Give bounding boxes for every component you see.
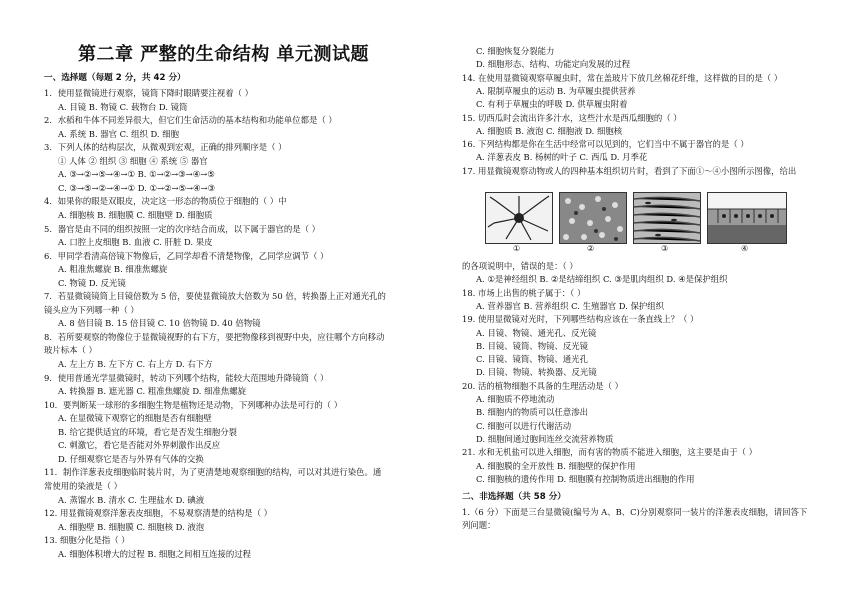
answer-option-line: B. 给它提供适宜的环境，看它是否发生细胞分裂 (58, 426, 237, 437)
answer-option-line: A. 限制草履虫的运动 B. 为草履虫提供营养 (476, 85, 636, 96)
question-text-line: 的各项说明中，错误的是：（ ） (462, 261, 578, 271)
figure-3-label: ③ (661, 244, 669, 253)
question-text-line: 19. 使用显微镜对光时，下列哪些结构应该在一条直线上？（ ） (462, 314, 699, 325)
answer-option-line: A. 转换器 B. 遮光器 C. 粗准焦螺旋 D. 细准焦螺旋 (58, 386, 247, 397)
answer-option-line: A. 在显微镜下观察它的细胞是否有细胞壁 (58, 413, 212, 424)
answer-option-line: A. 细胞壁 B. 细胞膜 C. 细胞核 D. 液泡 (58, 521, 205, 532)
page-title: 第二章 严整的生命结构 单元测试题 (78, 44, 370, 65)
question-text-line: 21. 水和无机盐可以进入细胞，而有害的物质不能进入细胞，这主要是由于（ ） (462, 447, 758, 458)
question-text-line: 18. 市场上出售的桃子属于：（ ） (462, 287, 586, 298)
answer-option-line: C. ③→⑤→②→④→① D. ①→②→⑤→④→③ (58, 182, 216, 193)
question-text-line: 14. 在使用显微镜观察草履虫时，常在盖玻片下放几丝棉花纤维，这样做的目的是（ ） (462, 72, 783, 83)
question-text-line: 常使用的染液是（ ） (44, 480, 123, 491)
answer-option-line: C. 刺激它，看它是否能对外界刺激作出反应 (58, 440, 221, 451)
answer-option-line: B. 细胞内的物质可以任意渗出 (476, 407, 588, 418)
answer-option-line: A. ③→②→⑤→④→① B. ①→②→③→④→⑤ (58, 169, 215, 180)
answer-option-line: C. 有利于草履虫的呼吸 D. 供草履虫附着 (476, 99, 628, 110)
answer-option-line: A. 系统 B. 器官 C. 组织 D. 细胞 (58, 128, 180, 139)
answer-option-line: A. 8 倍目镜 B. 15 倍目镜 C. 10 倍物镜 D. 40 倍物镜 (58, 318, 261, 329)
answer-option-line: A. 细胞核 B. 细胞膜 C. 细胞壁 D. 细胞质 (58, 209, 213, 220)
answer-option-line: B. 目镜、镜筒、物镜、反光镜 (476, 340, 588, 351)
question-text-line: 4．如果你的眼是双眼皮，决定这一形态的物质位于细胞的（ ）中 (44, 196, 287, 207)
tissue-figures (485, 192, 790, 252)
figure-4-epithelial-tissue (707, 192, 787, 244)
question-text-line: 13. 细胞分化是指（ ） (44, 535, 130, 546)
question-text-line: 9．使用普通光学显微镜时，转动下列哪个结构，能较大范围地升降镜筒（ ） (44, 372, 329, 383)
question-text-line: 8．若所要观察的物像位于显微镜视野的右下方，要把物像移到视野中央，应往哪个方向移动 (44, 331, 385, 342)
answer-option-line: C. 物镜 D. 反光镜 (58, 277, 126, 288)
figure-2-connective-tissue (559, 192, 627, 244)
answer-option-line: D. 仔细观察它是否与外界有气体的交换 (58, 453, 204, 464)
answer-option-line: D. 目镜、物镜、转换器、反光镜 (476, 367, 597, 378)
figure-1-label: ① (513, 244, 521, 253)
answer-option-line: ① 人体 ② 组织 ③ 细胞 ④ 系统 ⑤ 器官 (58, 155, 208, 166)
answer-option-line: A. 粗准焦螺旋 B. 细准焦螺旋 (58, 264, 168, 275)
figure-4-label: ④ (741, 244, 749, 253)
answer-option-line: C. 细胞恢复分裂能力 (476, 46, 555, 56)
figure-3-muscle-tissue (633, 192, 701, 244)
answer-option-line: C. 细胞核的遗传作用 D. 细胞膜有控制物质进出细胞的作用 (476, 473, 695, 484)
question-text-line: 3．下列人体的结构层次，从微观到宏观，正确的排列顺序是（ ） (44, 142, 287, 153)
answer-option-line: A. 细胞体积增大的过程 B. 细胞之间相互连接的过程 (58, 548, 252, 559)
question-text-line: 20. 活的植物细胞不具备的生理活动是（ ） (462, 380, 624, 391)
question-text-line: 11．制作洋葱表皮细胞临时装片时，为了更清楚地观察细胞的结构，可以对其进行染色。通 (44, 467, 382, 478)
question-text-line: 1.（6 分）下面是三台显微镜(编号为 A、B、C)分别观察同一装片的洋葱表皮细胞，请回答下 (462, 507, 808, 517)
answer-option-line: A. 细胞膜的全开放性 B. 细胞壁的保护作用 (476, 460, 636, 471)
answer-option-line: A. 洋葱表皮 B. 杨树的叶子 C. 西瓜 D. 月季花 (476, 152, 648, 163)
answer-option-line: A. 细胞质不停地流动 (476, 394, 555, 404)
question-text-line: 10．要判断某一球形的多细胞生物是植物还是动物，下列哪种办法是可行的（ ） (44, 399, 343, 410)
figure-1-nerve-tissue (485, 192, 553, 244)
question-text-line: 15. 切西瓜时会流出许多汁水，这些汁水是西瓜细胞的（ ） (462, 112, 682, 123)
answer-option-line: A. 目镜 B. 物镜 C. 载物台 D. 镜筒 (58, 101, 188, 112)
question-text-line: 16. 下列结构都是你在生活中经常可以见到的，它们当中不属于器官的是（ ） (462, 139, 749, 150)
question-text-line: 7．若显微镜镜筒上目镜倍数为 5 倍，要使显微镜放大倍数为 50 倍，转换器上正对通光孔的 (44, 291, 386, 302)
question-text-line: 2．水稻和牛体不同差异很大，但它们生命活动的基本结构和功能单位都是（ ） (44, 115, 337, 126)
answer-option-line: C. 目镜、镜筒、物镜、通光孔 (476, 354, 588, 365)
question-text-line: 镜头应为下列哪一种（ ） (44, 304, 139, 315)
answer-option-line: A. 蒸馏水 B. 清水 C. 生理盐水 D. 碘液 (58, 494, 205, 505)
answer-option-line: A. 左上方 B. 左下方 C. 右上方 D. 右下方 (58, 359, 213, 369)
answer-option-line: A. ①是神经组织 B. ②是结缔组织 C. ③是肌肉组织 D. ④是保护组织 (476, 274, 728, 285)
answer-option-line: A. 目镜、物镜、通光孔、反光镜 (476, 327, 597, 338)
answer-option-line: D. 细胞间通过胞间连丝交流营养物质 (476, 433, 614, 444)
section-1-heading: 一、选择题（每题 2 分，共 42 分） (44, 73, 186, 83)
section-2-heading: 二、非选择题（共 58 分） (462, 492, 566, 502)
question-text-line: 12. 用显微镜观察洋葱表皮细胞，不易观察清楚的结构是（ ） (44, 508, 273, 519)
question-text-line: 1．使用显微镜进行观察，镜筒下降时眼睛要注视着（ ） (44, 88, 253, 98)
question-text-line: 玻片标本（ ） (44, 345, 97, 356)
figure-2-label: ② (587, 244, 595, 253)
answer-option-line: C. 细胞可以进行代谢活动 (476, 420, 572, 431)
answer-option-line: A. 细胞质 B. 液泡 C. 细胞液 D. 细胞核 (476, 125, 623, 136)
answer-option-line: A. 营养器官 B. 营养组织 C. 生殖器官 D. 保护组织 (476, 300, 665, 311)
answer-option-line: A. 口腔上皮细胞 B. 血液 C. 肝脏 D. 果皮 (58, 237, 213, 248)
question-text-line: 列问题： (462, 520, 496, 530)
answer-option-line: D. 细胞形态、结构、功能定向发展的过程 (476, 59, 631, 70)
question-text-line: 5．器官是由不同的组织按照一定的次序结合而成，以下属于器官的是（ ） (44, 223, 320, 234)
question-text-line: 17. 用显微镜观察动物或人的四种基本组织切片时，看到了下面①～④小图所示图像，给出 (462, 165, 797, 176)
question-text-line: 6．甲同学看清高倍镜下物像后，乙同学却看不清楚物像，乙同学应调节（ ） (44, 250, 329, 261)
